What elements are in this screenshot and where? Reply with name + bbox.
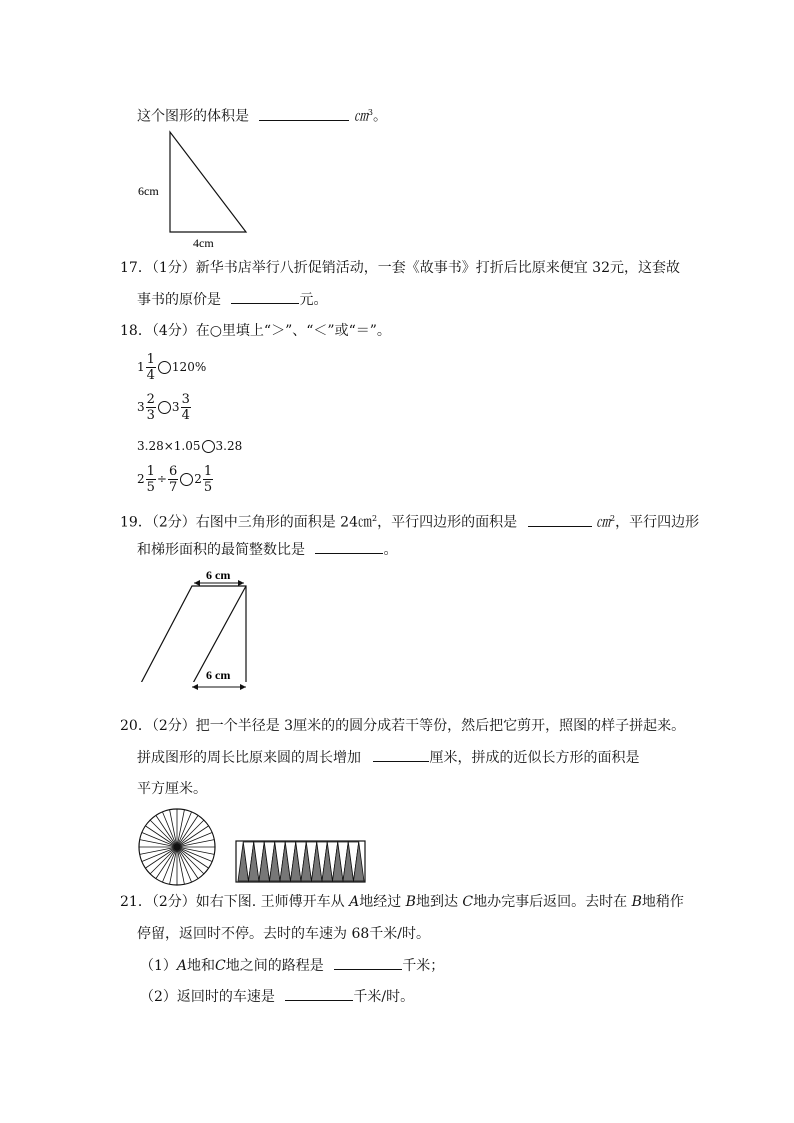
- q18-row4: 2 $\frac{1}{5}$ ÷ $\frac{6}{7}$ 2 $\frac{1}{5}$: [137, 463, 213, 495]
- q21-line2: 停留，返回时不停。去时的车速为 68千米/时。: [137, 926, 430, 942]
- q18-row3: 3.28×1.05 3.28: [137, 439, 243, 453]
- q17-line2: 事书的原价是 元。: [137, 292, 328, 308]
- compare-circle[interactable]: [202, 440, 215, 453]
- q21-sub2: （2）返回时的车速是 千米/时。: [140, 989, 415, 1005]
- q19-line2: 和梯形面积的最简整数比是 。: [137, 542, 398, 558]
- compare-circle[interactable]: [180, 473, 193, 486]
- q20-line3: 平方厘米。: [137, 781, 207, 797]
- q20-line2: 拼成图形的周长比原来圆的周长增加 厘米，拼成的近似长方形的面积是: [137, 750, 640, 766]
- answer-blank[interactable]: [334, 956, 402, 970]
- top-width-label: 6 cm: [206, 568, 231, 582]
- answer-blank[interactable]: [231, 290, 299, 304]
- answer-blank[interactable]: [259, 107, 349, 121]
- answer-blank[interactable]: [528, 513, 592, 527]
- q18-row2: 3 $\frac{2}{3}$ 3 $\frac{3}{4}$: [137, 391, 190, 423]
- q21-sub1: （1）A地和C地之间的路程是 千米；: [140, 958, 445, 974]
- bottom-width-label: 6 cm: [206, 668, 231, 682]
- q17-line1: 17．（1分）新华书店举行八折促销活动，一套《故事书》打折后比原来便宜 32元，这套故: [120, 260, 680, 276]
- triangle-height-label: 6cm: [138, 184, 159, 198]
- q18-title: 18．（4分）在○里填上“＞”、“＜”或“＝”。: [120, 323, 391, 339]
- q20-line1: 20．（2分）把一个半径是 3厘米的的圆分成若干等份，然后把它剪开，照图的样子拼起来。: [120, 718, 686, 734]
- compare-circle[interactable]: [158, 401, 171, 414]
- answer-blank[interactable]: [315, 540, 383, 554]
- answer-blank[interactable]: [373, 748, 429, 762]
- q16-text: 这个图形的体积是 ㎝$^3$。: [137, 108, 387, 125]
- compare-circle[interactable]: [158, 361, 171, 374]
- bottom-width-arrow: [130, 682, 260, 696]
- triangle-base-label: 4cm: [193, 236, 214, 250]
- q21-line1: 21．（2分）如右下图. 王师傅开车从 A地经过 B地到达 C地办完事后返回。去时在 B地稍作: [120, 894, 684, 910]
- right-triangle-figure: [130, 125, 260, 250]
- rearranged-rectangle-figure: [235, 840, 367, 884]
- answer-blank[interactable]: [285, 987, 353, 1001]
- divided-circle-figure: [136, 806, 218, 888]
- q19-line1: 19．（2分）右图中三角形的面积是 24㎝$^2$，平行四边形的面积是 ㎝$^2$，平行四边形: [120, 514, 700, 531]
- q18-row1: 1 $\frac{1}{4}$ 120%: [137, 351, 207, 383]
- trapezoid-figure: [130, 562, 260, 682]
